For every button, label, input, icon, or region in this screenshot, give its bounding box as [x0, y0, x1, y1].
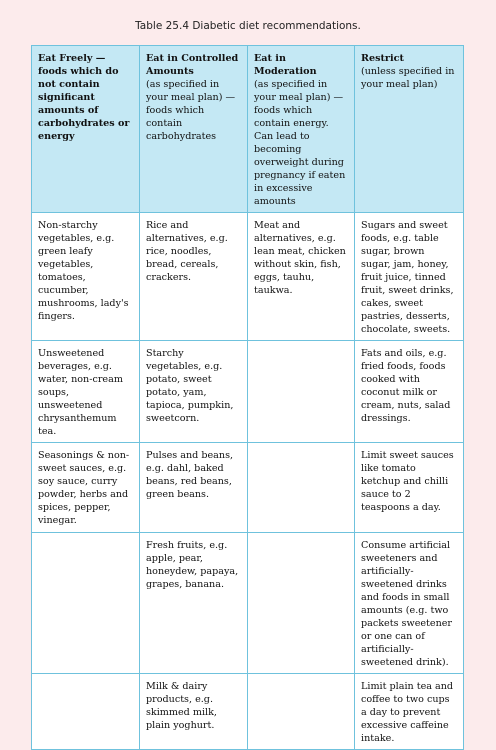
table-cell — [248, 533, 355, 674]
table-row — [32, 674, 464, 750]
table-cell: Non-starchy vegetables, e.g. green leafy vegetables, tomatoes, cucumber, mushrooms, lady's fingers. — [32, 213, 140, 341]
table-cell: Rice and alternatives, e.g. rice, noodles, bread, cereals, crackers. — [140, 213, 248, 341]
table-cell: Milk & dairy products, e.g. skimmed milk, plain yoghurt. — [140, 674, 248, 750]
table-cell — [248, 341, 355, 443]
header-restrict — [355, 46, 464, 213]
table-cell: Seasonings & non-sweet sauces, e.g. soy sauce, curry powder, herbs and spices, pepper, vinegar. — [32, 443, 140, 533]
table-cell — [32, 674, 140, 750]
table-cell: Sugars and sweet foods, e.g. table sugar, brown sugar, jam, honey, fruit juice, tinned fruit, sweet drinks, cakes, sweet pastries, desserts, chocolate, sweets. — [355, 213, 464, 341]
header-title: Restrict — [361, 53, 404, 64]
table-cell: Fats and oils, e.g. fried foods, foods cooked with coconut milk or cream, nuts, salad dressings. — [355, 341, 464, 443]
header-subtitle: (as specified in your meal plan) — foods which contain carbohydrates — [146, 79, 236, 142]
header-title: Eat in Moderation — [254, 53, 317, 77]
table-cell: Consume artificial sweeteners and artificially-sweetened drinks and foods in small amounts (e.g. two packets sweetener or one can of artificially-sweetened drink). — [355, 533, 464, 674]
table-cell: Starchy vegetables, e.g. potato, sweet potato, yam, tapioca, pumpkin, sweetcorn. — [140, 341, 248, 443]
table-cell: Unsweetened beverages, e.g. water, non-cream soups, unsweetened chrysanthemum tea. — [32, 341, 140, 443]
table-caption: Table 25.4 Diabetic diet recommendations. — [135, 20, 361, 32]
table-cell: Fresh fruits, e.g. apple, pear, honeydew, papaya, grapes, banana. — [140, 533, 248, 674]
header-row — [32, 46, 464, 213]
table-row — [32, 443, 464, 533]
header-eat-controlled — [140, 46, 248, 213]
table-cell — [248, 674, 355, 750]
table-row — [32, 341, 464, 443]
table-cell: Meat and alternatives, e.g. lean meat, chicken without skin, fish, eggs, tauhu, taukwa. — [248, 213, 355, 341]
header-subtitle: (unless specified in your meal plan) — [361, 66, 455, 90]
header-eat-moderation — [248, 46, 355, 213]
table-cell — [32, 533, 140, 674]
table-row — [32, 213, 464, 341]
header-title: Eat in Controlled Amounts — [146, 53, 239, 77]
table-cell — [248, 443, 355, 533]
header-title: Eat Freely — foods which do not contain significant amounts of carbohydrates or energy — [38, 53, 130, 142]
header-subtitle: (as specified in your meal plan) — foods which contain energy. Can lead to becoming overweight during pregnancy if eaten in excessive amounts — [254, 79, 346, 207]
table-row — [32, 533, 464, 674]
table-cell: Pulses and beans, e.g. dahl, baked beans, red beans, green beans. — [140, 443, 248, 533]
diet-recommendations-table — [31, 45, 464, 750]
header-eat-freely — [32, 46, 140, 213]
table-cell: Limit sweet sauces like tomato ketchup and chilli sauce to 2 teaspoons a day. — [355, 443, 464, 533]
table-cell: Limit plain tea and coffee to two cups a day to prevent excessive caffeine intake. — [355, 674, 464, 750]
